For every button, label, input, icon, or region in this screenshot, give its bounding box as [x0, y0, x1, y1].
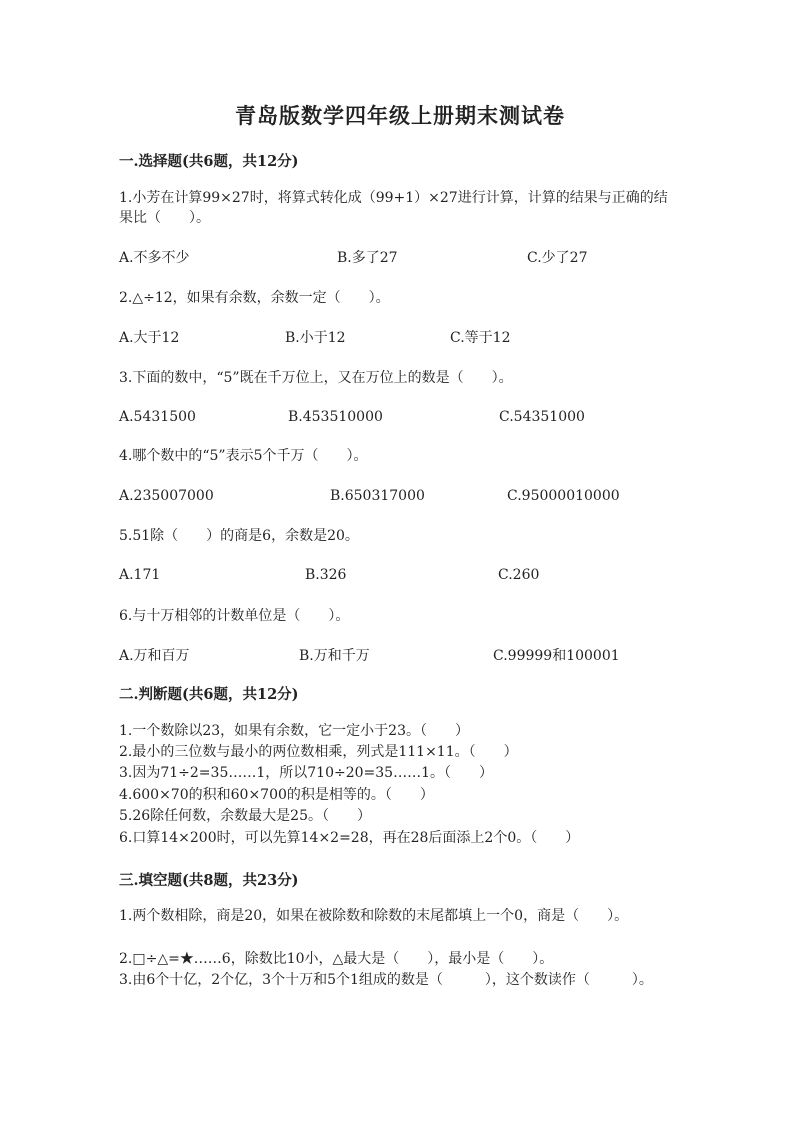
- option-a: A.万和百万: [119, 648, 190, 664]
- option-b: B.小于12: [285, 330, 346, 346]
- judgement-item: 6.口算14×200时，可以先算14×2=28，再在28后面添上2个0。（ ）: [119, 830, 580, 846]
- option-row: [119, 328, 679, 348]
- option-row: [119, 646, 679, 666]
- fill-blank-item: 1.两个数相除，商是20，如果在被除数和除数的末尾都填上一个0，商是（ ）。: [119, 908, 629, 924]
- question-stem: 2.△÷12，如果有余数，余数一定（ ）。: [119, 290, 390, 306]
- option-b: B.650317000: [330, 488, 425, 504]
- option-a: A.大于12: [119, 330, 180, 346]
- option-b: B.453510000: [288, 409, 383, 425]
- judgement-item: 5.26除任何数，余数最大是25。（ ）: [119, 808, 371, 824]
- option-b: B.326: [305, 567, 347, 583]
- option-row: [119, 486, 679, 506]
- section-heading-choice: 一.选择题(共6题，共12分): [119, 153, 299, 170]
- section-heading-judgement: 二.判断题(共6题，共12分): [119, 686, 299, 703]
- judgement-item: 2.最小的三位数与最小的两位数相乘，列式是111×11。（ ）: [119, 744, 518, 760]
- judgement-item: 3.因为71÷2=35……1，所以710÷20=35……1。（ ）: [119, 765, 493, 781]
- option-b: B.万和千万: [299, 648, 370, 664]
- question-stem: 4.哪个数中的“5”表示5个千万（ ）。: [119, 448, 368, 464]
- judgement-item: 1.一个数除以23，如果有余数，它一定小于23。（ ）: [119, 723, 469, 739]
- option-a: A.不多不少: [119, 250, 190, 266]
- option-c: C.95000010000: [507, 488, 620, 504]
- page-title: 青岛版数学四年级上册期末测试卷: [235, 103, 565, 128]
- fill-blank-item: 2.□÷△=★……6，除数比10小，△最大是（ ），最小是（ ）。: [119, 951, 554, 967]
- judgement-item: 4.600×70的积和60×700的积是相等的。（ ）: [119, 787, 434, 803]
- option-row: [119, 248, 679, 268]
- section-heading-fill-blank: 三.填空题(共8题，共23分): [119, 872, 299, 889]
- question-stem: 5.51除（ ）的商是6，余数是20。: [119, 528, 359, 544]
- option-a: A.5431500: [119, 409, 196, 425]
- option-b: B.多了27: [337, 250, 398, 266]
- option-c: C.少了27: [527, 250, 588, 266]
- question-stem: 1.小芳在计算99×27时，将算式转化成（99+1）×27进行计算，计算的结果与正确的结果比（ ）。: [119, 190, 668, 226]
- option-c: C.等于12: [450, 330, 511, 346]
- option-row: [119, 565, 679, 585]
- question-stem: 3.下面的数中，“5”既在千万位上，又在万位上的数是（ ）。: [119, 370, 513, 386]
- option-c: C.54351000: [499, 409, 585, 425]
- option-c: C.99999和100001: [493, 648, 620, 664]
- question-stem: 6.与十万相邻的计数单位是（ ）。: [119, 608, 350, 624]
- option-a: A.235007000: [119, 488, 214, 504]
- option-row: [119, 407, 679, 427]
- option-c: C.260: [498, 567, 540, 583]
- fill-blank-item: 3.由6个十亿，2个亿，3个十万和5个1组成的数是（ ），这个数读作（ ）。: [119, 972, 653, 988]
- option-a: A.171: [119, 567, 161, 583]
